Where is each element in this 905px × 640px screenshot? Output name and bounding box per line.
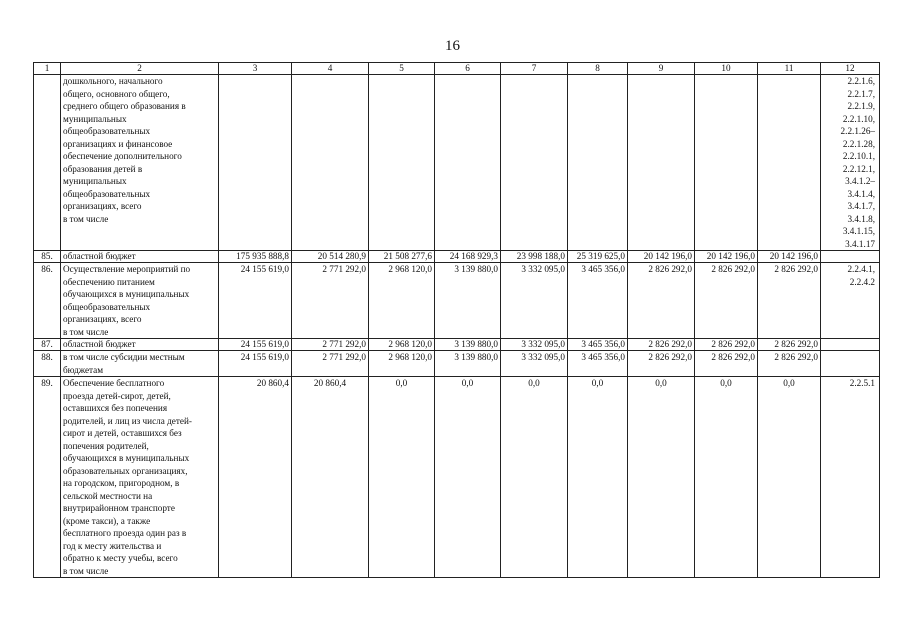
description-line: обеспечение дополнительного <box>63 151 182 161</box>
value-cell: 21 508 277,6 <box>369 251 435 263</box>
table-row <box>34 251 880 263</box>
header-cell: 6 <box>435 63 501 75</box>
table-row <box>34 377 880 578</box>
reference-cell <box>821 339 880 351</box>
description-line: оставшихся без попечения <box>63 403 168 413</box>
value-cell: 24 155 619,0 <box>219 263 292 339</box>
reference-cell <box>821 75 880 251</box>
reference-line: 2.2.4.2 <box>849 276 875 287</box>
description-line: областной бюджет <box>63 339 136 349</box>
description-line: обучающихся в муниципальных <box>63 289 190 299</box>
description-line: в том числе <box>63 565 109 576</box>
description-line: дошкольного, начального <box>63 76 163 86</box>
value-cell: 3 332 095,0 <box>501 351 568 377</box>
value-cell: 2 826 292,0 <box>695 339 758 351</box>
description-line: бюджетам <box>63 364 104 375</box>
value-cell: 25 319 625,0 <box>568 251 628 263</box>
value-cell: 2 826 292,0 <box>758 339 821 351</box>
value-cell <box>435 75 501 251</box>
value-cell: 23 998 188,0 <box>501 251 568 263</box>
description-line: обучающихся в муниципальных <box>63 453 190 463</box>
value-cell: 2 826 292,0 <box>628 263 695 339</box>
reference-cell <box>821 377 880 578</box>
value-cell <box>758 75 821 251</box>
row-description <box>61 263 219 339</box>
value-cell: 0,0 <box>568 377 628 578</box>
reference-line: 2.2.1.9, <box>847 101 875 111</box>
description-line: общего, основного общего, <box>63 88 170 99</box>
header-cell: 3 <box>219 63 292 75</box>
value-cell: 3 465 356,0 <box>568 263 628 339</box>
row-number: 86. <box>34 263 61 339</box>
row-description <box>61 339 219 351</box>
reference-line: 2.2.4.1, <box>847 264 875 274</box>
value-cell: 2 826 292,0 <box>628 351 695 377</box>
table-row <box>34 339 880 351</box>
value-cell: 2 771 292,0 <box>292 263 369 339</box>
row-number <box>34 75 61 251</box>
description-line: сирот и детей, оставшихся без <box>63 428 182 438</box>
value-cell <box>695 75 758 251</box>
value-cell: 0,0 <box>758 377 821 578</box>
reference-line: 2.2.10.1, <box>842 151 875 161</box>
value-cell <box>628 75 695 251</box>
table-row <box>34 75 880 251</box>
value-cell: 2 826 292,0 <box>695 351 758 377</box>
page-number: 16 <box>445 38 460 54</box>
reference-line: 2.2.12.1, <box>842 163 875 174</box>
value-cell: 20 514 280,9 <box>292 251 369 263</box>
description-line: год к месту жительства и <box>63 540 162 551</box>
value-cell: 2 771 292,0 <box>292 339 369 351</box>
value-cell: 2 826 292,0 <box>628 339 695 351</box>
description-line: попечения родителей, <box>63 440 149 451</box>
value-cell: 20 142 196,0 <box>628 251 695 263</box>
description-line: организациях, всего <box>63 314 142 324</box>
header-row <box>34 63 880 75</box>
value-cell: 24 155 619,0 <box>219 339 292 351</box>
value-cell: 3 465 356,0 <box>568 351 628 377</box>
description-line: организациях, всего <box>63 201 142 211</box>
value-cell: 3 465 356,0 <box>568 339 628 351</box>
value-cell <box>568 75 628 251</box>
value-cell: 20 860,4 <box>292 377 369 578</box>
row-description <box>61 251 219 263</box>
description-line: организациях и финансовое <box>63 138 173 149</box>
row-number: 89. <box>34 377 61 578</box>
value-cell: 3 139 880,0 <box>435 351 501 377</box>
header-cell: 9 <box>628 63 695 75</box>
reference-line: 3.4.1.15, <box>842 226 875 236</box>
value-cell: 2 826 292,0 <box>758 263 821 339</box>
header-cell: 5 <box>369 63 435 75</box>
value-cell: 3 332 095,0 <box>501 339 568 351</box>
value-cell: 3 139 880,0 <box>435 263 501 339</box>
reference-line: 2.2.1.10, <box>842 113 875 124</box>
value-cell: 0,0 <box>435 377 501 578</box>
description-line: в том числе <box>63 326 109 337</box>
reference-line: 3.4.1.8, <box>847 213 875 224</box>
value-cell <box>292 75 369 251</box>
description-line: Обеспечение бесплатного <box>63 378 165 388</box>
header-cell: 10 <box>695 63 758 75</box>
description-line: бесплатного проезда один раз в <box>63 528 187 538</box>
description-line: образовательных организациях, <box>63 465 188 476</box>
description-line: общеобразовательных <box>63 301 151 312</box>
budget-table <box>33 62 880 578</box>
reference-line: 2.2.5.1 <box>849 378 875 388</box>
reference-line: 2.2.1.26– <box>840 126 875 136</box>
reference-cell <box>821 251 880 263</box>
reference-line: 3.4.1.4, <box>847 188 875 199</box>
header-cell: 1 <box>34 63 61 75</box>
header-cell: 7 <box>501 63 568 75</box>
value-cell: 2 968 120,0 <box>369 263 435 339</box>
value-cell: 2 968 120,0 <box>369 351 435 377</box>
reference-line: 2.2.1.6, <box>847 76 875 86</box>
reference-line: 2.2.1.7, <box>847 88 875 99</box>
row-description <box>61 75 219 251</box>
description-line: родителей, и лиц из числа детей- <box>63 415 192 426</box>
value-cell: 2 826 292,0 <box>695 263 758 339</box>
value-cell: 2 771 292,0 <box>292 351 369 377</box>
description-line: в том числе субсидии местным <box>63 352 185 362</box>
description-line: общеобразовательных <box>63 188 151 199</box>
reference-line: 3.4.1.17 <box>845 238 875 249</box>
reference-line: 3.4.1.7, <box>847 201 875 211</box>
row-description <box>61 377 219 578</box>
row-number: 85. <box>34 251 61 263</box>
header-cell: 8 <box>568 63 628 75</box>
row-number: 88. <box>34 351 61 377</box>
description-line: Осуществление мероприятий по <box>63 264 191 274</box>
row-number: 87. <box>34 339 61 351</box>
reference-cell <box>821 263 880 339</box>
value-cell: 20 142 196,0 <box>695 251 758 263</box>
value-cell: 0,0 <box>628 377 695 578</box>
table-row <box>34 351 880 377</box>
description-line: обеспечению питанием <box>63 276 155 287</box>
header-cell: 11 <box>758 63 821 75</box>
value-cell: 3 139 880,0 <box>435 339 501 351</box>
reference-line: 3.4.1.2– <box>845 176 875 186</box>
value-cell <box>219 75 292 251</box>
description-line: среднего общего образования в <box>63 101 186 111</box>
value-cell <box>369 75 435 251</box>
description-line: муниципальных <box>63 113 127 124</box>
description-line: внутрирайонном транспорте <box>63 503 175 513</box>
description-line: в том числе <box>63 213 109 224</box>
description-line: (кроме такси), а также <box>63 515 151 526</box>
description-line: сельской местности на <box>63 490 153 501</box>
reference-line: 2.2.1.28, <box>842 138 875 149</box>
table-row <box>34 263 880 339</box>
value-cell: 3 332 095,0 <box>501 263 568 339</box>
description-line: областной бюджет <box>63 251 136 261</box>
value-cell: 0,0 <box>369 377 435 578</box>
value-cell: 2 826 292,0 <box>758 351 821 377</box>
header-cell: 2 <box>61 63 219 75</box>
description-line: на городском, пригородном, в <box>63 478 180 488</box>
value-cell: 24 155 619,0 <box>219 351 292 377</box>
reference-cell <box>821 351 880 377</box>
description-line: общеобразовательных <box>63 126 151 136</box>
value-cell: 2 968 120,0 <box>369 339 435 351</box>
value-cell: 20 860,4 <box>219 377 292 578</box>
description-line: муниципальных <box>63 176 127 186</box>
value-cell: 20 142 196,0 <box>758 251 821 263</box>
value-cell: 175 935 888,8 <box>219 251 292 263</box>
description-line: образования детей в <box>63 163 143 174</box>
header-cell: 4 <box>292 63 369 75</box>
header-cell: 12 <box>821 63 880 75</box>
row-description <box>61 351 219 377</box>
value-cell: 0,0 <box>501 377 568 578</box>
value-cell: 24 168 929,3 <box>435 251 501 263</box>
value-cell <box>501 75 568 251</box>
description-line: проезда детей-сирот, детей, <box>63 390 171 401</box>
value-cell: 0,0 <box>695 377 758 578</box>
description-line: обратно к месту учебы, всего <box>63 553 178 563</box>
